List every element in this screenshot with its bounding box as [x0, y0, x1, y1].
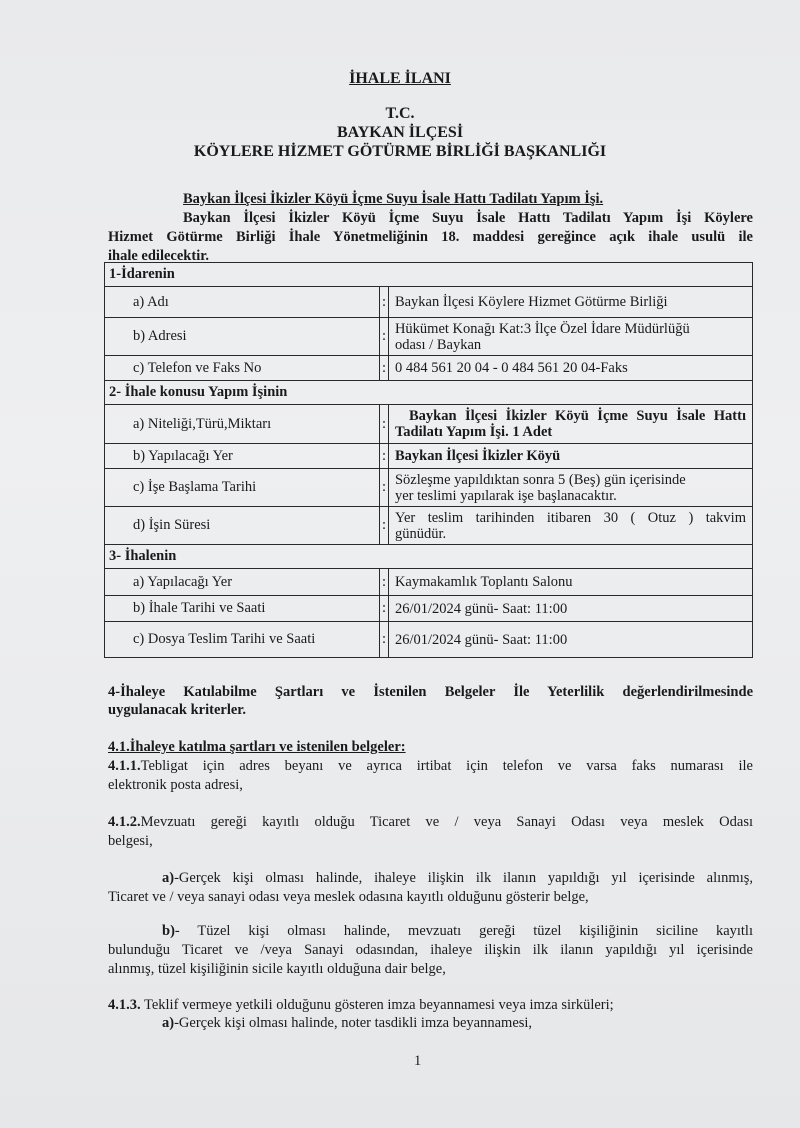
row-value-line: günüdür. — [394, 525, 447, 542]
row-separator: : — [380, 287, 389, 318]
clause-4-1-2-line-1: 4.1.2.Mevzuatı gereği kayıtlı olduğu Ticaret ve / veya Sanayi Odası veya meslek Odası — [108, 814, 753, 830]
intro-subject: Baykan İlçesi İkizler Köyü İçme Suyu İsale Hattı Tadilatı Yapım İşi. — [183, 191, 604, 207]
union-line: KÖYLERE HİZMET GÖTÜRME BİRLİĞİ BAŞKANLIĞI — [193, 143, 607, 160]
row-label: b) Yapılacağı Yer — [105, 444, 380, 469]
row-value-line: Hükümet Konağı Kat:3 İlçe Özel İdare Müdürlüğü — [394, 320, 690, 337]
row-value: 26/01/2024 günü- Saat: 11:00 — [388, 622, 752, 658]
clause-b-line-1: b)- Tüzel kişi olması halinde, mevzuatı gereği tüzel kişiliğinin siciline kayıtlı — [162, 923, 753, 939]
row-label: c) İşe Başlama Tarihi — [105, 469, 380, 507]
row-value: 26/01/2024 günü- Saat: 11:00 — [388, 596, 752, 622]
clause-a-line-1: a)-Gerçek kişi olması halinde, ihaleye ilişkin ilk ilanın yapıldığı yıl içerisinde alınmış, — [162, 870, 753, 886]
district-line: BAYKAN İLÇESİ — [336, 124, 464, 141]
row-value — [388, 507, 752, 545]
row-value-line: Sözleşme yapıldıktan sonra 5 (Beş) gün içerisinde — [394, 471, 686, 488]
notice-title: İHALE İLANI — [349, 70, 451, 87]
row-separator: : — [380, 469, 389, 507]
clause-b-line-2: bulunduğu Ticaret ve /veya Sanayi odasından, ihaleye ilişkin ilk ilanın yapıldığı yıl içerisinde — [108, 942, 753, 958]
section-4-heading-line-2: uygulanacak kriterler. — [108, 702, 247, 718]
tender-info-table — [104, 262, 753, 658]
section-3-heading: 3- İhalenin — [105, 545, 753, 569]
clause-number: 4.1.2. — [108, 814, 141, 830]
section-2-heading: 2- İhale konusu Yapım İşinin — [105, 381, 753, 405]
table-row — [105, 356, 753, 381]
item-label: b) — [162, 923, 175, 939]
row-value — [388, 405, 752, 444]
section-row — [105, 263, 753, 287]
row-value-line: odası / Baykan — [394, 336, 482, 353]
clause-4-1-3-line-1: 4.1.3. Teklif vermeye yetkili olduğunu gösteren imza beyannamesi veya imza sirküleri; — [108, 997, 614, 1013]
row-separator: : — [380, 405, 389, 444]
clause-4-1-3-a: a)-Gerçek kişi olması halinde, noter tasdikli imza beyannamesi, — [162, 1015, 533, 1031]
row-value-line: yer teslimi yapılarak işe başlanacaktır. — [394, 487, 617, 504]
item-label: a) — [162, 1015, 175, 1031]
row-label: b) İhale Tarihi ve Saati — [105, 596, 380, 622]
row-value — [388, 469, 752, 507]
row-label: b) Adresi — [105, 318, 380, 356]
row-value: Kaymakamlık Toplantı Salonu — [388, 569, 752, 596]
clause-4-1-1-line-1: 4.1.1.Tebligat için adres beyanı ve ayrıca irtibat için telefon ve varsa faks numarası ile — [108, 758, 753, 774]
table-row — [105, 569, 753, 596]
clause-4-1-2-line-2: belgesi, — [108, 833, 153, 849]
clause-number: 4.1.3. — [108, 997, 141, 1013]
intro-line-2: Hizmet Götürme Birliği İhale Yönetmeliğinin 18. maddesi gereğince açık ihale usulü ile — [108, 229, 753, 245]
table-row — [105, 596, 753, 622]
row-separator: : — [380, 507, 389, 545]
row-label: c) Telefon ve Faks No — [105, 356, 380, 381]
section-4-heading-line-1: 4-İhaleye Katılabilme Şartları ve İstenilen Belgeler İle Yeterlilik değerlendirilmesinde — [108, 684, 753, 700]
row-label: d) İşin Süresi — [105, 507, 380, 545]
row-separator: : — [380, 444, 389, 469]
table-row — [105, 469, 753, 507]
table-row — [105, 622, 753, 658]
table-row — [105, 444, 753, 469]
section-4-1-heading: 4.1.İhaleye katılma şartları ve istenilen belgeler: — [108, 739, 406, 755]
row-separator: : — [380, 596, 389, 622]
clause-a-line-2: Ticaret ve / veya sanayi odası veya meslek odasına kayıtlı olduğunu gösterir belge, — [108, 889, 589, 905]
row-label: c) Dosya Teslim Tarihi ve Saati — [105, 622, 380, 658]
row-separator: : — [380, 622, 389, 658]
intro-line-1: Baykan İlçesi İkizler Köyü İçme Suyu İsale Hattı Tadilatı Yapım İşi Köylere — [183, 210, 753, 226]
section-1-heading: 1-İdarenin — [105, 263, 753, 287]
row-separator: : — [380, 569, 389, 596]
intro-line-3: ihale edilecektir. — [108, 248, 209, 264]
tc-line: T.C. — [385, 105, 415, 122]
row-value-line: Baykan İlçesi İkizler Köyü İçme Suyu İsale Hattı — [408, 408, 746, 424]
table-row — [105, 318, 753, 356]
clause-number: 4.1.1. — [108, 758, 141, 774]
row-separator: : — [380, 356, 389, 381]
row-separator: : — [380, 318, 389, 356]
row-value-line: Yer teslim tarihinden itibaren 30 ( Otuz ) takvim — [394, 509, 746, 526]
row-label: a) Yapılacağı Yer — [105, 569, 380, 596]
table-row — [105, 507, 753, 545]
table-row — [105, 405, 753, 444]
table-row — [105, 287, 753, 318]
section-row — [105, 381, 753, 405]
row-value: 0 484 561 20 04 - 0 484 561 20 04-Faks — [388, 356, 752, 381]
row-value: Baykan İlçesi Köylere Hizmet Götürme Birliği — [388, 287, 752, 318]
row-value — [388, 318, 752, 356]
clause-4-1-1-line-2: elektronik posta adresi, — [108, 777, 243, 793]
row-label: a) Niteliği,Türü,Miktarı — [105, 405, 380, 444]
row-value: Baykan İlçesi İkizler Köyü — [388, 444, 752, 469]
row-label: a) Adı — [105, 287, 380, 318]
page-number: 1 — [414, 1053, 422, 1069]
row-value-line: Tadilatı Yapım İşi. 1 Adet — [394, 424, 553, 440]
section-row — [105, 545, 753, 569]
item-label: a) — [162, 870, 175, 886]
clause-b-line-3: alınmış, tüzel kişiliğinin sicile kayıtlı olduğuna dair belge, — [108, 961, 446, 977]
